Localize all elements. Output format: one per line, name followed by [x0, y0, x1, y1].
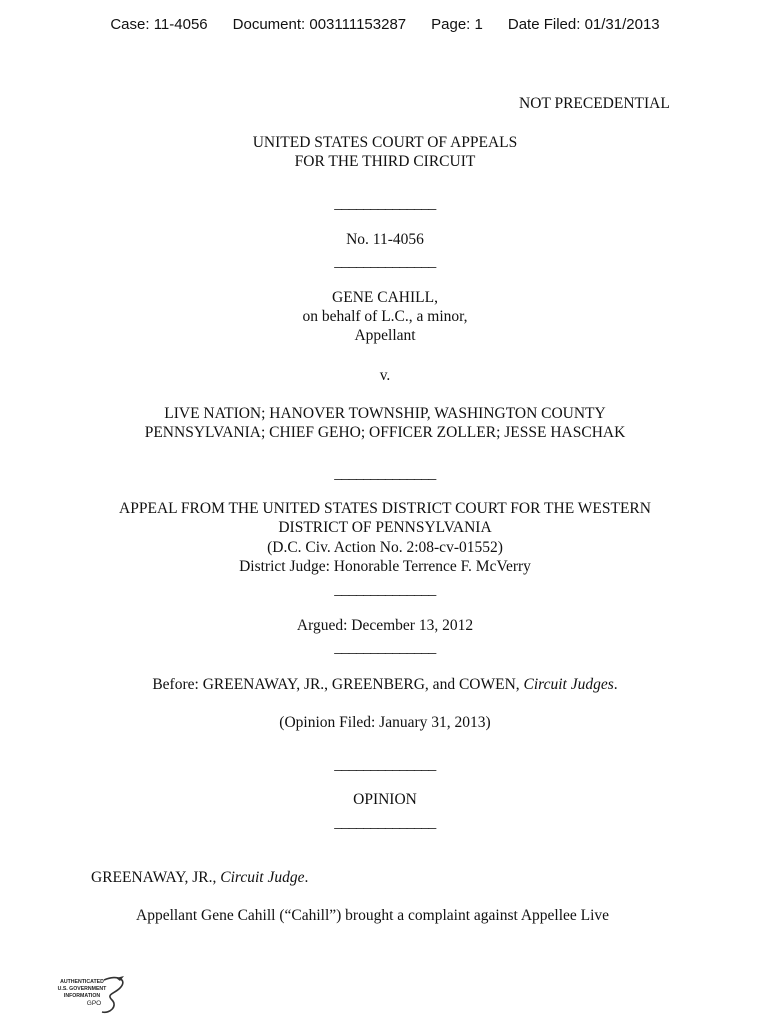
appeal-line-1: APPEAL FROM THE UNITED STATES DISTRICT COURT FOR THE WESTERN [119, 500, 651, 517]
filing-header [0, 16, 770, 33]
opinion-body-first-line: Appellant Gene Cahill (“Cahill”) brought a complaint against Appellee Live [136, 907, 610, 924]
appeal-line-2: DISTRICT OF PENNSYLVANIA [278, 519, 492, 536]
court-name-line-2: FOR THE THIRD CIRCUIT [294, 153, 476, 170]
divider-rule: ______________ [334, 756, 436, 773]
logo-text-line-1: AUTHENTICATED [60, 979, 104, 985]
opinion-title: OPINION [353, 791, 417, 808]
opinion-author: GREENAWAY, JR., Circuit Judge. [91, 869, 309, 886]
logo-text-line-2: U.S. GOVERNMENT [57, 986, 107, 992]
case-number-header: Case: 11-4056 [110, 16, 208, 33]
appellant-behalf: on behalf of L.C., a minor, [302, 308, 468, 325]
eagle-emblem-icon [102, 978, 123, 1013]
appellees-line-2: PENNSYLVANIA; CHIEF GEHO; OFFICER ZOLLER; JESSE HASCHAK [144, 424, 626, 441]
logo-gpo-text: GPO [86, 1000, 102, 1007]
document-number-header: Document: 003111153287 [232, 16, 407, 33]
argued-date: Argued: December 13, 2012 [296, 617, 474, 634]
divider-rule: ______________ [334, 465, 436, 482]
page-number-header: Page: 1 [431, 16, 483, 33]
date-filed-header: Date Filed: 01/31/2013 [507, 16, 660, 33]
logo-text-line-3: INFORMATION [63, 993, 101, 999]
divider-rule: ______________ [334, 195, 436, 212]
divider-rule: ______________ [334, 253, 436, 270]
district-judge: District Judge: Honorable Terrence F. McVerry [239, 558, 531, 575]
appellant-name: GENE CAHILL, [332, 289, 438, 306]
gpo-authentication-logo [44, 972, 128, 1016]
opinion-filed-date: (Opinion Filed: January 31, 2013) [279, 714, 491, 731]
divider-rule: ______________ [334, 581, 436, 598]
appeal-civil-action: (D.C. Civ. Action No. 2:08-cv-01552) [267, 539, 503, 556]
divider-rule: ______________ [334, 814, 436, 831]
appellees-line-1: LIVE NATION; HANOVER TOWNSHIP, WASHINGTON COUNTY [164, 405, 606, 422]
appellant-role: Appellant [354, 327, 416, 344]
court-name-line-1: UNITED STATES COURT OF APPEALS [252, 134, 518, 151]
divider-rule: ______________ [334, 639, 436, 656]
panel-judges: Before: GREENAWAY, JR., GREENBERG, and COWEN, Circuit Judges. [152, 676, 618, 693]
case-number: No. 11-4056 [346, 231, 424, 248]
versus-label: v. [379, 367, 391, 384]
not-precedential-label: NOT PRECEDENTIAL [519, 95, 670, 112]
